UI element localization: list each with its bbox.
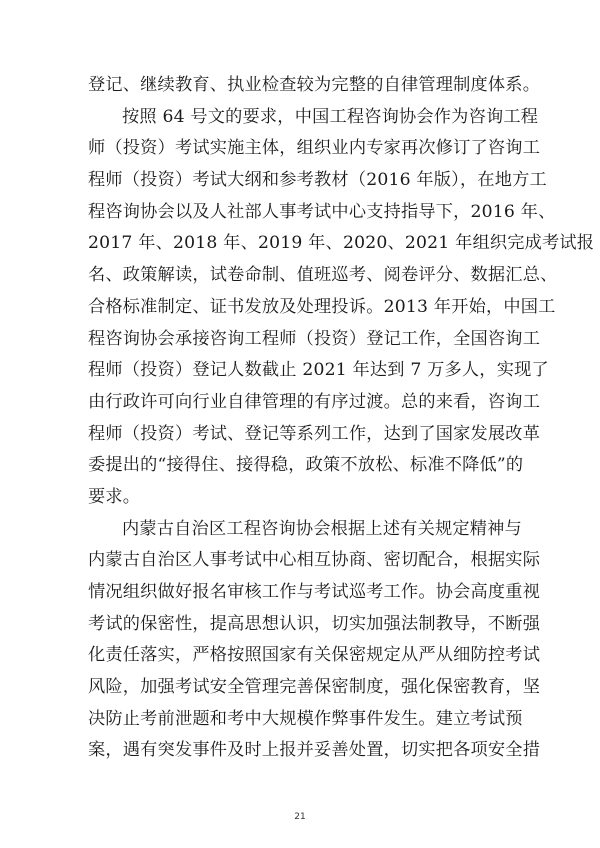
text-line: 2017 年、2018 年、2019 年、2020、2021 年组织完成考试报: [88, 233, 595, 254]
text-line: 程师（投资）考试、登记等系列工作，达到了国家发展改革: [88, 423, 541, 444]
text-line: 内蒙古自治区工程咨询协会根据上述有关规定精神与: [122, 518, 522, 539]
text-line: 程师（投资）考试大纲和参考教材（2016 年版），在地方工: [88, 170, 547, 191]
paragraph: [88, 514, 541, 768]
text-line: 案，遇有突发事件及时上报并妥善处置，切实把各项安全措: [88, 740, 541, 761]
text-line: 委提出的“接得住、接得稳，政策不放松、标准不降低”的: [88, 455, 524, 476]
text-line: 程咨询协会承接咨询工程师（投资）登记工作，全国咨询工: [88, 328, 541, 349]
text-line: 合格标准制定、证书发放及处理投诉。2013 年开始，中国工: [88, 296, 556, 317]
text-line: 内蒙古自治区人事考试中心相互协商、密切配合，根据实际: [88, 550, 541, 571]
text-line: 化责任落实，严格按照国家有关保密规定从严从细防控考试: [88, 645, 541, 666]
text-line: 决防止考前泄题和考中大规模作弊事件发生。建立考试预: [88, 708, 523, 729]
paragraph: [88, 102, 595, 514]
text-line: 按照 64 号文的要求，中国工程咨询协会作为咨询工程: [122, 106, 539, 127]
text-line: 要求。: [88, 486, 141, 507]
text-line: 考试的保密性，提高思想认识，切实加强法制教导，不断强: [88, 613, 541, 634]
page-number: 21: [294, 812, 306, 822]
text-line: 师（投资）考试实施主体，组织业内专家再次修订了咨询工: [88, 138, 541, 159]
text-line: 由行政许可向行业自律管理的有序过渡。总的来看，咨询工: [88, 391, 541, 412]
text-line: 程咨询协会以及人社部人事考试中心支持指导下，2016 年、: [88, 201, 556, 222]
text-line: 情况组织做好报名审核工作与考试巡考工作。协会高度重视: [88, 582, 541, 602]
text-line: 名、政策解读，试卷命制、值班巡考、阅卷评分、数据汇总、: [88, 265, 558, 286]
text-line: 风险，加强考试安全管理完善保密制度，强化保密教育，坚: [88, 677, 541, 698]
body-text: [88, 70, 595, 767]
paragraph: [88, 70, 541, 102]
text-line: 程师（投资）登记人数截止 2021 年达到 7 万多人，实现了: [88, 360, 549, 381]
text-line: 登记、继续教育、执业检查较为完整的自律管理制度体系。: [88, 75, 541, 95]
